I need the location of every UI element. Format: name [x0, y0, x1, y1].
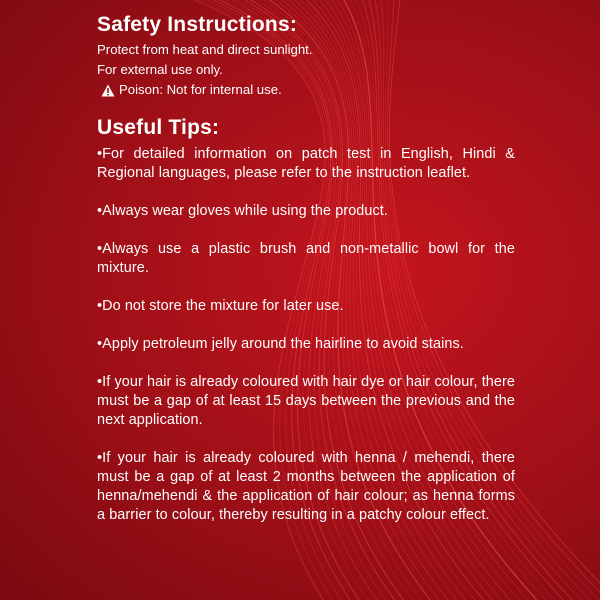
tips-heading: Useful Tips:: [97, 116, 220, 139]
warning-triangle-icon: [101, 84, 115, 97]
tip-do-not-store: •Do not store the mixture for later use.: [97, 298, 344, 314]
instruction-content: [97, 12, 515, 525]
safety-heading: Safety Instructions:: [97, 13, 298, 36]
tip-petroleum-jelly: •Apply petroleum jelly around the hairline to avoid stains.: [97, 336, 464, 352]
safety-line-external: For external use only.: [97, 62, 223, 77]
tip-plastic-brush: •Always use a plastic brush and non-metallic bowl for the mixture.: [97, 241, 515, 276]
tip-henna-gap: •If your hair is already coloured with henna / mehendi, there must be a gap of at least 2 months between the application of henna/mehendi & the application of hair colour; as henna forms a barrier to colour, thereby resulting in a patchy colour effect.: [97, 450, 515, 523]
poison-warning-text: Poison: Not for internal use.: [119, 82, 282, 97]
safety-line-poison: [97, 80, 515, 100]
tip-patch-test: •For detailed information on patch test in English, Hindi & Regional languages, please refer to the instruction leaflet.: [97, 146, 515, 181]
safety-line-heat: Protect from heat and direct sunlight.: [97, 42, 313, 57]
tip-gloves: •Always wear gloves while using the product.: [97, 203, 388, 219]
tip-hair-dye-gap: •If your hair is already coloured with hair dye or hair colour, there must be a gap of at least 15 days between the previous and the next application.: [97, 374, 515, 428]
